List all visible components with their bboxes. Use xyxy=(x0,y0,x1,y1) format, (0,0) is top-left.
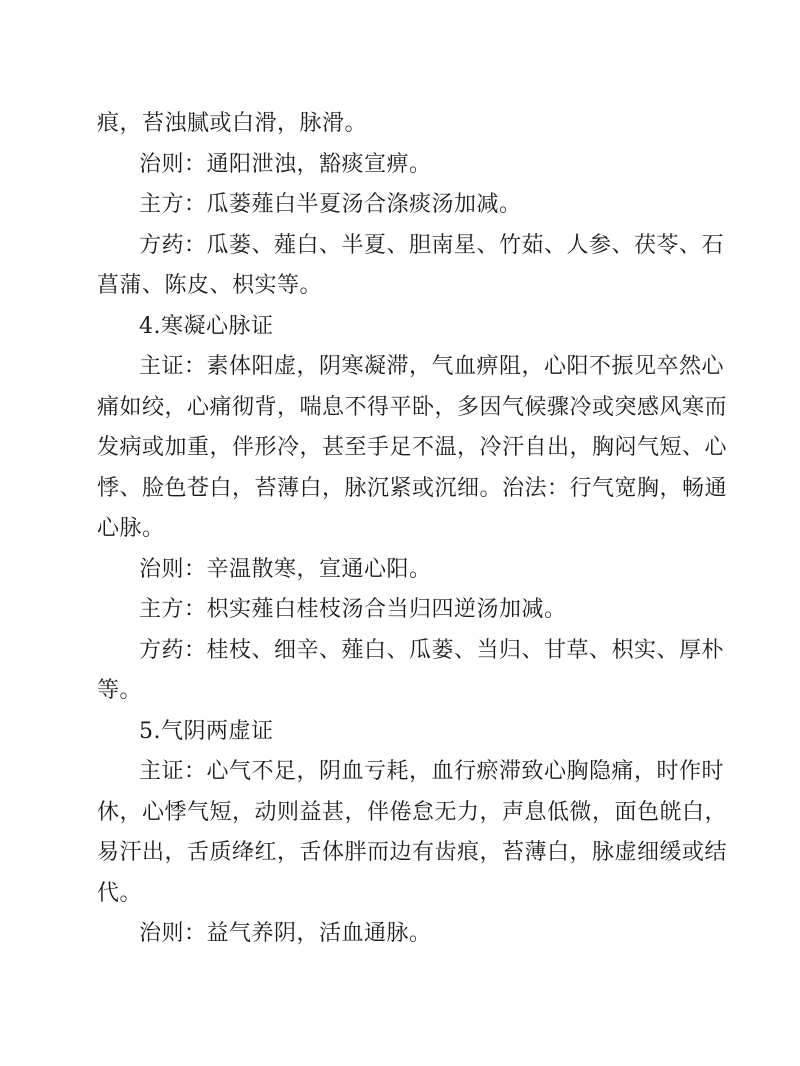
text-line: 心脉。 xyxy=(97,516,165,541)
text-line: 主证：素体阳虚，阴寒凝滞，气血痹阻，心阳不振见卒然心 xyxy=(139,354,725,379)
document-page xyxy=(97,104,728,955)
text-line: 主方：枳实薤白桂枝汤合当归四逆汤加减。 xyxy=(139,597,567,622)
text-line: 菖蒲、陈皮、枳实等。 xyxy=(97,273,323,298)
text-line: 主证：心气不足，阴血亏耗，血行瘀滞致心胸隐痛，时作时 xyxy=(139,759,725,784)
text-line: 治则：辛温散寒，宣通心阳。 xyxy=(139,556,432,582)
text-line: 治则：益气养阴，活血通脉。 xyxy=(139,921,432,946)
text-line: 代。 xyxy=(97,880,143,906)
text-line: 痕，苔浊腻或白滑，脉滑。 xyxy=(97,111,368,136)
text-line: 5.气阴两虚证 xyxy=(139,718,274,744)
text-line: 发病或加重，伴形冷，甚至手足不温，冷汗自出，胸闷气短、心 xyxy=(97,435,728,460)
text-line: 方药：瓜蒌、薤白、半夏、胆南星、竹茹、人参、茯苓、石 xyxy=(139,232,725,258)
text-line: 悸、脸色苍白，苔薄白，脉沉紧或沉细。治法：行气宽胸，畅通 xyxy=(97,475,728,501)
text-line: 方药：桂枝、细辛、薤白、瓜蒌、当归、甘草、枳实、厚朴 xyxy=(139,637,725,663)
text-line: 4.寒凝心脉证 xyxy=(139,313,274,339)
text-line: 痛如绞，心痛彻背，喘息不得平卧，多因气候骤冷或突感风寒而 xyxy=(97,394,728,420)
text-line: 治则：通阳泄浊，豁痰宣痹。 xyxy=(139,151,432,177)
text-line: 等。 xyxy=(97,678,143,703)
text-line: 休，心悸气短，动则益甚，伴倦怠无力，声息低微，面色㿠白， xyxy=(97,799,728,825)
text-line: 易汗出，舌质绛红，舌体胖而边有齿痕，苔薄白，脉虚细缓或结 xyxy=(97,840,728,865)
text-line: 主方：瓜蒌薤白半夏汤合涤痰汤加减。 xyxy=(139,192,522,217)
